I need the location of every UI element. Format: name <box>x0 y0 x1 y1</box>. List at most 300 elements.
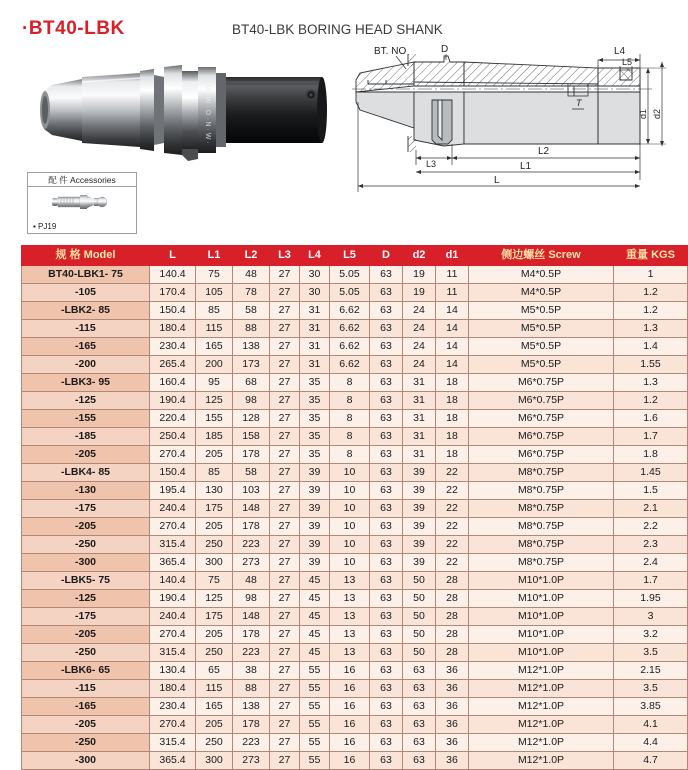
cell-value: 8 <box>330 428 370 446</box>
drawing-label-l5: L5 <box>622 57 633 67</box>
cell-value: 27 <box>270 752 300 770</box>
cell-value: 148 <box>233 500 270 518</box>
cell-value: 230.4 <box>150 338 196 356</box>
table-row <box>22 536 688 554</box>
accessories-title: 配 件 Accessories <box>28 173 136 187</box>
cell-model: -125 <box>22 590 150 608</box>
page-title: ·BT40-LBK <box>22 18 125 39</box>
col-header-model: 规 格 Model <box>22 246 150 266</box>
cell-value: 88 <box>233 680 270 698</box>
cell-value: 270.4 <box>150 626 196 644</box>
cell-value: 16 <box>330 752 370 770</box>
cell-value: 63 <box>370 446 403 464</box>
cell-value: M4*0.5P <box>469 266 614 284</box>
cell-value: 4.4 <box>614 734 688 752</box>
cell-value: 45 <box>300 608 330 626</box>
cell-model: -LBK4- 85 <box>22 464 150 482</box>
cell-value: 98 <box>233 590 270 608</box>
cell-value: 31 <box>300 338 330 356</box>
table-row <box>22 482 688 500</box>
cell-value: 200 <box>196 356 233 374</box>
cell-value: 180.4 <box>150 320 196 338</box>
cell-value: 250 <box>196 644 233 662</box>
cell-value: M8*0.75P <box>469 554 614 572</box>
cell-value: 315.4 <box>150 734 196 752</box>
cell-value: 35 <box>300 446 330 464</box>
cell-value: 14 <box>436 320 469 338</box>
cell-value: 27 <box>270 356 300 374</box>
cell-value: 13 <box>330 644 370 662</box>
cell-value: 48 <box>233 266 270 284</box>
cell-value: M5*0.5P <box>469 320 614 338</box>
cell-value: 63 <box>370 518 403 536</box>
cell-value: 45 <box>300 572 330 590</box>
col-header-l4: L4 <box>300 246 330 266</box>
cell-value: 22 <box>436 518 469 536</box>
cell-value: M6*0.75P <box>469 428 614 446</box>
cell-value: 27 <box>270 428 300 446</box>
table-row <box>22 446 688 464</box>
cell-model: -250 <box>22 734 150 752</box>
cell-value: 155 <box>196 410 233 428</box>
cell-value: 31 <box>403 446 436 464</box>
table-row <box>22 518 688 536</box>
cell-value: 39 <box>403 518 436 536</box>
cell-value: 63 <box>370 554 403 572</box>
cell-value: 1.45 <box>614 464 688 482</box>
cell-value: 36 <box>436 734 469 752</box>
cell-value: 63 <box>370 608 403 626</box>
cell-value: 6.62 <box>330 338 370 356</box>
cell-value: 55 <box>300 716 330 734</box>
cell-value: 27 <box>270 320 300 338</box>
cell-value: 35 <box>300 428 330 446</box>
cell-value: 27 <box>270 302 300 320</box>
cell-value: 205 <box>196 716 233 734</box>
cell-value: 105 <box>196 284 233 302</box>
cell-value: 1.2 <box>614 284 688 302</box>
cell-value: 63 <box>370 464 403 482</box>
cell-value: 165 <box>196 338 233 356</box>
cell-model: -205 <box>22 446 150 464</box>
cell-value: 315.4 <box>150 644 196 662</box>
drawing-label-d: D <box>441 44 449 55</box>
cell-value: 2.3 <box>614 536 688 554</box>
cell-value: 18 <box>436 392 469 410</box>
cell-value: 5.05 <box>330 284 370 302</box>
cell-value: M10*1.0P <box>469 590 614 608</box>
cell-value: 39 <box>300 536 330 554</box>
cell-model: -LBK5- 75 <box>22 572 150 590</box>
cell-value: M4*0.5P <box>469 284 614 302</box>
cell-value: 27 <box>270 410 300 428</box>
table-body <box>22 266 688 770</box>
table-row <box>22 338 688 356</box>
accessory-image <box>28 187 136 217</box>
cell-value: 103 <box>233 482 270 500</box>
cell-value: 55 <box>300 734 330 752</box>
cell-value: 270.4 <box>150 716 196 734</box>
cell-value: 63 <box>370 410 403 428</box>
col-header-l1: L1 <box>196 246 233 266</box>
cell-value: 63 <box>403 752 436 770</box>
cell-value: 250.4 <box>150 428 196 446</box>
cell-value: 39 <box>300 518 330 536</box>
cell-value: 13 <box>330 626 370 644</box>
cell-value: 140.4 <box>150 266 196 284</box>
cell-value: 10 <box>330 464 370 482</box>
col-header-l5: L5 <box>330 246 370 266</box>
cell-value: 270.4 <box>150 446 196 464</box>
col-header-weight: 重量 KGS <box>614 246 688 266</box>
cell-value: M6*0.75P <box>469 446 614 464</box>
table-row <box>22 374 688 392</box>
cell-value: 14 <box>436 302 469 320</box>
product-photo <box>30 55 330 165</box>
cell-value: M12*1.0P <box>469 716 614 734</box>
table-row <box>22 266 688 284</box>
cell-value: 273 <box>233 554 270 572</box>
cell-value: 36 <box>436 716 469 734</box>
cell-value: 63 <box>370 338 403 356</box>
cell-value: M8*0.75P <box>469 518 614 536</box>
cell-value: 85 <box>196 302 233 320</box>
cell-value: 45 <box>300 626 330 644</box>
cell-model: -115 <box>22 680 150 698</box>
drawing-label-l3: L3 <box>426 159 437 169</box>
cell-value: M8*0.75P <box>469 482 614 500</box>
cell-value: 24 <box>403 320 436 338</box>
cell-value: 36 <box>436 698 469 716</box>
cell-value: 173 <box>233 356 270 374</box>
cell-value: 170.4 <box>150 284 196 302</box>
cell-value: 230.4 <box>150 698 196 716</box>
cell-value: 39 <box>403 554 436 572</box>
cell-value: 16 <box>330 716 370 734</box>
cell-value: 95 <box>196 374 233 392</box>
cell-value: M12*1.0P <box>469 734 614 752</box>
cell-value: M12*1.0P <box>469 752 614 770</box>
cell-value: 22 <box>436 482 469 500</box>
cell-value: 30 <box>300 266 330 284</box>
cell-value: 24 <box>403 338 436 356</box>
table-row <box>22 734 688 752</box>
col-header-d2: d2 <box>403 246 436 266</box>
cell-value: 22 <box>436 464 469 482</box>
table-row <box>22 680 688 698</box>
cell-value: 27 <box>270 446 300 464</box>
cell-value: 5.05 <box>330 266 370 284</box>
table-row <box>22 716 688 734</box>
drawing-label-bt-no: BT. NO <box>374 46 407 57</box>
cell-value: M8*0.75P <box>469 500 614 518</box>
accessories-box <box>27 172 137 234</box>
cell-value: 35 <box>300 410 330 428</box>
cell-value: 18 <box>436 374 469 392</box>
cell-value: 6.62 <box>330 356 370 374</box>
cell-value: 31 <box>300 356 330 374</box>
cell-model: -200 <box>22 356 150 374</box>
cell-value: 13 <box>330 572 370 590</box>
cell-value: 270.4 <box>150 518 196 536</box>
cell-value: 50 <box>403 644 436 662</box>
cell-value: 195.4 <box>150 482 196 500</box>
cell-value: 3.2 <box>614 626 688 644</box>
col-header-l3: L3 <box>270 246 300 266</box>
cell-value: 31 <box>300 320 330 338</box>
cell-value: 63 <box>370 392 403 410</box>
cell-value: 22 <box>436 500 469 518</box>
cell-value: 63 <box>370 500 403 518</box>
cell-value: 50 <box>403 626 436 644</box>
cell-value: 10 <box>330 500 370 518</box>
cell-value: 27 <box>270 482 300 500</box>
accessory-label: ▪ PJ19 <box>33 222 57 231</box>
page-subtitle: BT40-LBK BORING HEAD SHANK <box>232 22 443 37</box>
drawing-label-l2: L2 <box>538 146 550 157</box>
cell-value: 125 <box>196 590 233 608</box>
cell-value: 50 <box>403 608 436 626</box>
cell-value: 63 <box>370 374 403 392</box>
cell-value: 138 <box>233 338 270 356</box>
table-row <box>22 644 688 662</box>
table-row <box>22 662 688 680</box>
cell-value: 31 <box>403 410 436 428</box>
cell-value: 63 <box>370 356 403 374</box>
cell-value: 63 <box>370 428 403 446</box>
cell-value: 55 <box>300 662 330 680</box>
cell-value: 38 <box>233 662 270 680</box>
cell-value: 190.4 <box>150 590 196 608</box>
cell-value: 273 <box>233 752 270 770</box>
cell-value: 10 <box>330 518 370 536</box>
cell-value: 27 <box>270 266 300 284</box>
cell-value: 31 <box>403 428 436 446</box>
cell-value: 58 <box>233 302 270 320</box>
cell-value: 63 <box>403 734 436 752</box>
cell-value: 85 <box>196 464 233 482</box>
cell-value: 365.4 <box>150 554 196 572</box>
table-row <box>22 626 688 644</box>
cell-value: 27 <box>270 698 300 716</box>
cell-value: 24 <box>403 302 436 320</box>
cell-value: 63 <box>370 662 403 680</box>
cell-value: 27 <box>270 662 300 680</box>
cell-value: 1.2 <box>614 302 688 320</box>
cell-value: 16 <box>330 680 370 698</box>
cell-value: 27 <box>270 464 300 482</box>
cell-value: 1.6 <box>614 410 688 428</box>
cell-value: 13 <box>330 590 370 608</box>
cell-value: 98 <box>233 392 270 410</box>
cell-value: 63 <box>370 320 403 338</box>
cell-value: 63 <box>370 716 403 734</box>
cell-value: 63 <box>403 680 436 698</box>
cell-model: -LBK3- 95 <box>22 374 150 392</box>
cell-value: 39 <box>300 500 330 518</box>
cell-value: 27 <box>270 536 300 554</box>
cell-value: 1 <box>614 266 688 284</box>
cell-value: 223 <box>233 734 270 752</box>
cell-value: 19 <box>403 266 436 284</box>
cell-value: 39 <box>403 482 436 500</box>
col-header-d1: d1 <box>436 246 469 266</box>
cell-value: 39 <box>403 464 436 482</box>
cell-value: 63 <box>370 284 403 302</box>
cell-value: 65 <box>196 662 233 680</box>
cell-value: 55 <box>300 680 330 698</box>
cell-value: 39 <box>403 500 436 518</box>
cell-value: 2.4 <box>614 554 688 572</box>
cell-value: 2.1 <box>614 500 688 518</box>
cell-value: 2.15 <box>614 662 688 680</box>
cell-value: 300 <box>196 752 233 770</box>
cell-value: 1.7 <box>614 572 688 590</box>
cell-value: M12*1.0P <box>469 662 614 680</box>
cell-value: 128 <box>233 410 270 428</box>
cell-value: 58 <box>233 464 270 482</box>
cell-value: 240.4 <box>150 608 196 626</box>
cell-value: 28 <box>436 590 469 608</box>
col-header-l: L <box>150 246 196 266</box>
cell-value: 22 <box>436 536 469 554</box>
cell-value: 190.4 <box>150 392 196 410</box>
cell-value: 48 <box>233 572 270 590</box>
cell-value: 158 <box>233 428 270 446</box>
cell-value: 205 <box>196 518 233 536</box>
cell-value: 16 <box>330 734 370 752</box>
cell-model: -185 <box>22 428 150 446</box>
cell-value: 265.4 <box>150 356 196 374</box>
cell-value: 28 <box>436 644 469 662</box>
cell-value: 78 <box>233 284 270 302</box>
cell-model: -130 <box>22 482 150 500</box>
cell-value: 28 <box>436 626 469 644</box>
cell-value: 300 <box>196 554 233 572</box>
cell-value: 138 <box>233 698 270 716</box>
cell-value: 27 <box>270 338 300 356</box>
cell-value: 63 <box>370 626 403 644</box>
cell-value: 205 <box>196 446 233 464</box>
cell-value: 1.3 <box>614 320 688 338</box>
table-row <box>22 608 688 626</box>
cell-model: -205 <box>22 626 150 644</box>
cell-model: -175 <box>22 500 150 518</box>
cell-value: 1.5 <box>614 482 688 500</box>
svg-text:·M·W·O·N·W·: ·M·W·O·N·W· <box>204 80 211 146</box>
cell-value: 16 <box>330 662 370 680</box>
table-header-row <box>22 246 688 266</box>
cell-value: 160.4 <box>150 374 196 392</box>
cell-value: 63 <box>370 536 403 554</box>
cell-value: 63 <box>370 302 403 320</box>
cell-value: 178 <box>233 518 270 536</box>
cell-value: 4.7 <box>614 752 688 770</box>
cell-value: 130.4 <box>150 662 196 680</box>
cell-value: 55 <box>300 698 330 716</box>
table-row <box>22 428 688 446</box>
cell-value: 115 <box>196 320 233 338</box>
cell-value: 13 <box>330 608 370 626</box>
cell-value: 11 <box>436 266 469 284</box>
cell-value: 30 <box>300 284 330 302</box>
cell-model: -165 <box>22 338 150 356</box>
cell-value: 39 <box>300 482 330 500</box>
cell-value: 11 <box>436 284 469 302</box>
cell-value: 27 <box>270 734 300 752</box>
cell-value: 18 <box>436 428 469 446</box>
cell-value: 27 <box>270 590 300 608</box>
cell-value: 50 <box>403 590 436 608</box>
col-header-l2: L2 <box>233 246 270 266</box>
spec-table <box>21 245 688 770</box>
cell-value: 178 <box>233 626 270 644</box>
cell-value: 1.55 <box>614 356 688 374</box>
cell-value: 3.5 <box>614 680 688 698</box>
cell-value: 27 <box>270 518 300 536</box>
cell-value: M12*1.0P <box>469 698 614 716</box>
cell-model: -LBK2- 85 <box>22 302 150 320</box>
cell-value: 27 <box>270 500 300 518</box>
cell-value: 240.4 <box>150 500 196 518</box>
cell-value: 315.4 <box>150 536 196 554</box>
cell-value: 6.62 <box>330 320 370 338</box>
cell-model: -175 <box>22 608 150 626</box>
cell-value: 36 <box>436 752 469 770</box>
cell-value: 125 <box>196 392 233 410</box>
table-row <box>22 752 688 770</box>
cell-value: M5*0.5P <box>469 302 614 320</box>
cell-model: -LBK6- 65 <box>22 662 150 680</box>
cell-model: -105 <box>22 284 150 302</box>
cell-value: 63 <box>370 698 403 716</box>
cell-value: 75 <box>196 266 233 284</box>
cell-value: 223 <box>233 644 270 662</box>
cell-value: M6*0.75P <box>469 374 614 392</box>
table-row <box>22 356 688 374</box>
drawing-label-t: T <box>576 98 582 108</box>
cell-value: M5*0.5P <box>469 356 614 374</box>
cell-value: 27 <box>270 680 300 698</box>
cell-value: 18 <box>436 446 469 464</box>
cell-value: 1.2 <box>614 392 688 410</box>
cell-value: 6.62 <box>330 302 370 320</box>
cell-value: 63 <box>403 716 436 734</box>
cell-value: 150.4 <box>150 302 196 320</box>
cell-value: M10*1.0P <box>469 626 614 644</box>
table-row <box>22 698 688 716</box>
cell-value: 27 <box>270 392 300 410</box>
cell-value: 14 <box>436 338 469 356</box>
cell-value: 3.85 <box>614 698 688 716</box>
table-row <box>22 590 688 608</box>
cell-value: 63 <box>403 698 436 716</box>
cell-value: 140.4 <box>150 572 196 590</box>
pull-stud-icon <box>28 187 138 217</box>
cell-value: 50 <box>403 572 436 590</box>
cell-value: 1.95 <box>614 590 688 608</box>
drawing-label-d1: d1 <box>638 108 648 120</box>
cell-value: 27 <box>270 644 300 662</box>
cell-value: 63 <box>370 266 403 284</box>
table-row <box>22 302 688 320</box>
cell-value: 24 <box>403 356 436 374</box>
cell-value: 63 <box>370 680 403 698</box>
cell-value: 10 <box>330 482 370 500</box>
cell-value: 1.3 <box>614 374 688 392</box>
cell-value: 1.4 <box>614 338 688 356</box>
cell-model: BT40-LBK1- 75 <box>22 266 150 284</box>
